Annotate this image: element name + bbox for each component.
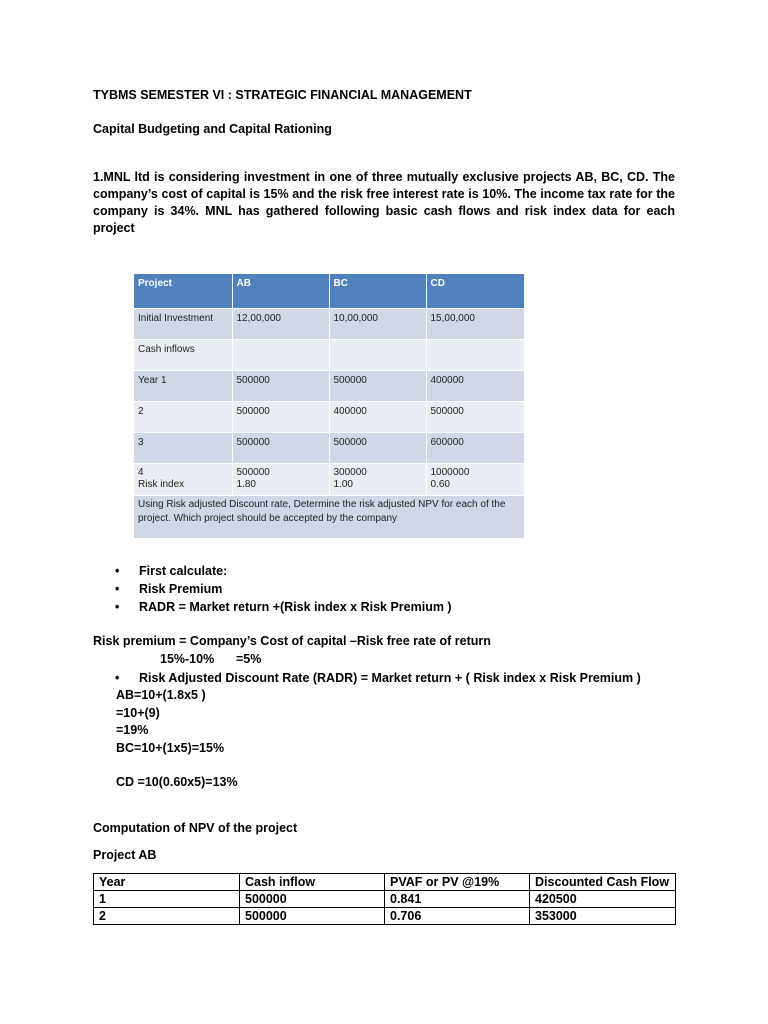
npv-cell: 420500 [530, 891, 676, 908]
document-subtitle: Capital Budgeting and Capital Rationing [93, 122, 332, 136]
radr-calculations [116, 687, 224, 757]
table-cell: 500000 [329, 433, 426, 464]
table-cell: 400000 [426, 371, 524, 402]
project-heading: Project AB [93, 848, 157, 862]
table-cell: Risk index [138, 479, 185, 490]
project-data-table [134, 274, 525, 538]
table-cell: 0.60 [430, 479, 450, 490]
document-header: TYBMS SEMESTER VI : STRATEGIC FINANCIAL MANAGEMENT [93, 88, 472, 102]
table-cell [329, 340, 426, 371]
npv-header-cell: Cash inflow [240, 874, 385, 891]
bullet-item: • First calculate: [115, 562, 452, 580]
calc-line: =19% [116, 723, 149, 737]
table-cell: 15,00,000 [426, 309, 524, 340]
npv-heading: Computation of NPV of the project [93, 821, 298, 835]
table-cell [426, 340, 524, 371]
bullet-item: • Risk Adjusted Discount Rate (RADR) = Market return + ( Risk index x Risk Premium ) [115, 669, 641, 687]
table-row [134, 309, 524, 340]
bullet-list [115, 562, 452, 616]
table-row [134, 402, 524, 433]
table-row [134, 371, 524, 402]
bullet-item: • Risk Premium [115, 580, 452, 598]
table-note: Using Risk adjusted Discount rate, Determine the risk adjusted NPV for each of the project. Which project should be accepted by the company [134, 496, 524, 539]
calc-line: BC=10+(1x5)=15% [116, 740, 225, 755]
npv-header-cell: Year [94, 874, 240, 891]
table-cell: 12,00,000 [232, 309, 329, 340]
table-cell [232, 340, 329, 371]
table-row [134, 464, 524, 496]
npv-row [94, 908, 676, 925]
header-cell: Project [134, 274, 232, 309]
table-note-row [134, 496, 524, 539]
radr-bullet [115, 669, 641, 687]
header-cell: AB [232, 274, 329, 309]
table-cell: 4 [138, 467, 144, 478]
table-cell: 2 [134, 402, 232, 433]
risk-premium-formula: Risk premium = Company’s Cost of capital –Risk free rate of return [93, 634, 491, 648]
table-cell: Cash inflows [134, 340, 232, 371]
table-cell: 1000000 [430, 467, 470, 478]
table-cell: 500000 [426, 402, 524, 433]
npv-header-cell: Discounted Cash Flow [530, 874, 676, 891]
table-cell: 300000 [333, 467, 367, 478]
npv-cell: 500000 [240, 908, 385, 925]
npv-cell: 2 [94, 908, 240, 925]
npv-header-row [94, 874, 676, 891]
npv-cell: 353000 [530, 908, 676, 925]
cd-calc-line: CD =10(0.60x5)=13% [116, 775, 238, 789]
table-cell: Initial Investment [134, 309, 232, 340]
npv-cell: 1 [94, 891, 240, 908]
table-cell: 500000 [232, 402, 329, 433]
table-cell: Year 1 [134, 371, 232, 402]
header-cell: BC [329, 274, 426, 309]
bullet-item: • RADR = Market return +(Risk index x Risk Premium ) [115, 598, 452, 616]
table-cell: 500000 [329, 371, 426, 402]
npv-cell: 0.841 [385, 891, 530, 908]
npv-table [93, 873, 676, 925]
table-cell: 600000 [426, 433, 524, 464]
npv-cell: 0.706 [385, 908, 530, 925]
question-paragraph: 1.MNL ltd is considering investment in one of three mutually exclusive projects AB, BC, CD. The company’s cost of capital is 15% and the risk free interest rate is 10%. The income tax rate for the company is 34%. MNL has gathered following basic cash flows and risk index data for each project [93, 170, 675, 235]
table-cell: 3 [134, 433, 232, 464]
table-cell: 1.00 [333, 479, 353, 490]
npv-cell: 500000 [240, 891, 385, 908]
npv-header-cell: PVAF or PV @19% [385, 874, 530, 891]
calc-line: =10+(9) [116, 705, 160, 720]
calc-line: AB=10+(1.8x5 ) [116, 688, 206, 702]
table-cell: 10,00,000 [329, 309, 426, 340]
table-header-row [134, 274, 524, 309]
table-cell: 500000 [232, 433, 329, 464]
table-cell: 500000 [236, 467, 270, 478]
table-cell: 400000 [329, 402, 426, 433]
risk-premium-result: =5% [236, 652, 262, 666]
npv-row [94, 891, 676, 908]
risk-premium-calc: 15%-10% [160, 652, 215, 666]
table-row [134, 433, 524, 464]
header-cell: CD [426, 274, 524, 309]
table-cell: 500000 [232, 371, 329, 402]
table-cell: 1.80 [236, 479, 256, 490]
table-row [134, 340, 524, 371]
